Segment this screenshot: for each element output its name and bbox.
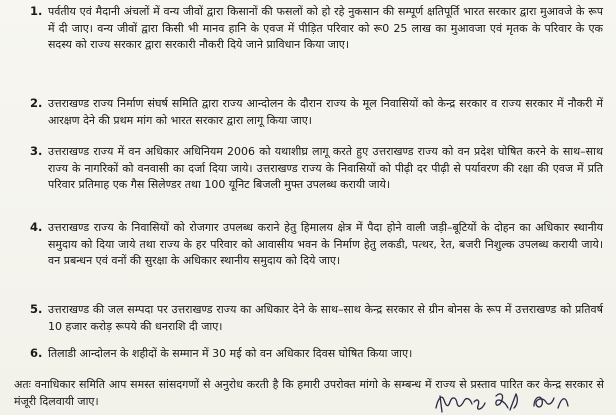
item-number: 1. <box>30 4 43 18</box>
item-text: उत्तराखण्ड राज्य के निवासियों को रोजगार उपलब्ध कराने हेतु हिमालय क्षेत्र में पैदा होने वाली जड़ी–बूटियों के दोहन का अधिकार स्थानीय समुदाय को दिया जाये तथा राज्य के हर परिवार को आवासीय भवन के निर्माण हेतु लकडी, पत्थर, रेत, बजरी निशुल्क उपलब्ध करायी जाये। वन प्रबन्धन एवं वनों की सुरक्षा के अधिकार स्थानीय समुदाय को दिये जाए। <box>48 221 603 267</box>
handwritten-signatures <box>430 388 616 415</box>
item-number: 3. <box>30 144 43 158</box>
item-text: उत्तराखण्ड राज्य में वन अधिकार अधिनियम 2006 को यथाशीघ्र लागू करते हुए उत्तराखण्ड राज्य को वन प्रदेश घोषित करने के साथ–साथ राज्य के नागरिकों को वनवासी का दर्जा दिया जाये। उत्तराखण्ड राज्य के निवासियों को पीढ़ी दर पीढ़ी से पर्यावरण की रक्षा की एवज में प्रति परिवार प्रतिमाह एक गैस सिलेण्डर तथा 100 यूनिट बिजली मुफ्त उपलब्ध करायी जाये। <box>48 145 603 191</box>
item-number: 2. <box>30 96 43 110</box>
item-text: उत्तराखण्ड राज्य निर्माण संघर्ष समिति द्वारा राज्य आन्दोलन के दौरान राज्य के मूल निवासियों को केन्द्र सरकार व राज्य सरकार में नौकरी में आरक्षण देने की प्रथम मांग को भारत सरकार द्वारा लागू किया जाए। <box>48 97 603 127</box>
item-number: 4. <box>30 220 43 234</box>
item-number: 6. <box>30 346 43 360</box>
item-number: 5. <box>30 302 43 316</box>
item-text: उत्तराखण्ड की जल सम्पदा पर उत्तराखण्ड राज्य का अधिकार देने के साथ–साथ केन्द्र सरकार से ग्रीन बोनस के रूप में उत्तराखण्ड को प्रतिवर्ष 10 हजार करोड़ रूपये की धनराशि दी जाए। <box>48 303 603 333</box>
item-text: पर्वतीय एवं मैदानी अंचलों में वन्य जीवों द्वारा किसानों की फसलों को हो रहे नुकसान की सम्पूर्ण क्षतिपूर्ति भारत सरकार द्वारा मुआवजे के रूप में दी जाए। वन्य जीवों द्वारा किसी भी मानव हानि के एवज में पीड़ित परिवार को रू0 25 लाख का मुआवजा एवं मृतक के परिवार के एक सदस्य को राज्य सरकार द्वारा सरकारी नौकरी दिये जाने प्राविधान किया जाए। <box>48 5 603 51</box>
closing-paragraph: अतः वनाधिकार समिति आप समस्त सांसदगणों से अनुरोध करती है कि हमारी उपरोक्त मांगो के सम्बन्ध में राज्य से प्रस्ताव पारित कर केन्द्र सरकार से मंजूरी दिलवायी जाए। <box>14 378 604 408</box>
item-text: तिलाडी आन्दोलन के शहीदों के सम्मान में 30 मई को वन अधिकार दिवस घोषित किया जाए। <box>48 347 413 360</box>
